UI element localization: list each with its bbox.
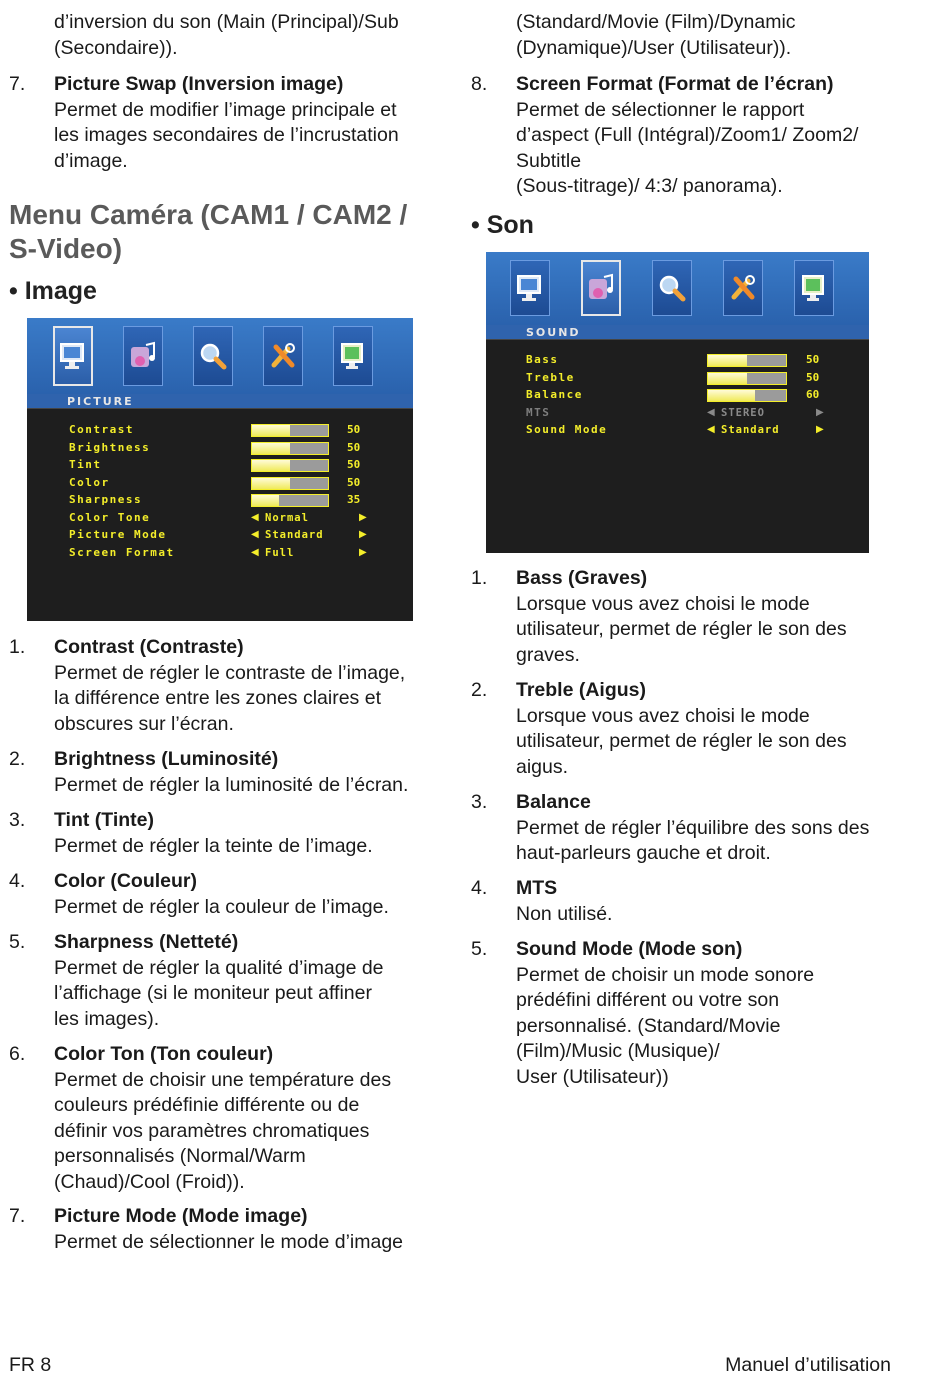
arrow-left-icon: ◀	[707, 406, 715, 418]
menu-slider	[707, 389, 787, 402]
menu-tab-music-note	[123, 326, 163, 386]
menu-slider-value: 35	[347, 493, 361, 506]
menu-setting-label: Color Tone	[69, 510, 151, 524]
list-item	[471, 937, 911, 1090]
item-number: 7.	[9, 1205, 26, 1227]
menu-slider	[251, 459, 329, 472]
menu-setting-label: Sound Mode	[526, 423, 608, 436]
menu-setting-label: Screen Format	[69, 545, 175, 559]
list-item	[9, 1204, 439, 1255]
menu-option-value: Standard	[721, 424, 780, 436]
item-number: 2.	[9, 748, 26, 770]
arrow-right-icon: ▶	[816, 406, 824, 418]
arrow-right-icon: ▶	[359, 546, 367, 558]
menu-slider	[707, 372, 787, 385]
monitor-icon	[56, 339, 90, 373]
item-title: Screen Format (Format de l’écran)	[516, 73, 834, 95]
menu-slider-value: 50	[806, 370, 820, 384]
section-heading: Menu Caméra (CAM1 / CAM2 / S-Video)	[9, 199, 408, 264]
item-description: Permet de régler le contraste de l’image, la différence entre les zones claires et obscures sur l’écran.	[54, 661, 406, 735]
menu-setting-label: Color	[69, 475, 110, 489]
arrow-right-icon: ▶	[359, 511, 367, 523]
menu-setting-label: Treble	[526, 370, 575, 384]
menu-tab-music-note	[581, 260, 621, 316]
manual-title: Manuel d’utilisation	[725, 1354, 891, 1376]
item-title: Sound Mode (Mode son)	[516, 938, 743, 960]
menu-tab-tools	[263, 326, 303, 386]
menu-setting-label: MTS	[526, 405, 551, 419]
menu-slider	[251, 477, 329, 490]
arrow-left-icon: ◀	[251, 546, 259, 558]
menu-setting-label: Tint	[69, 458, 102, 471]
item-description: Permet de régler l’équilibre des sons des haut-parleurs gauche et droit.	[516, 816, 870, 864]
item-title: Color (Couleur)	[54, 870, 197, 892]
item-description: Lorsque vous avez choisi le mode utilisateur, permet de régler le son des aigus.	[516, 704, 847, 778]
menu-section-title: PICTURE	[27, 394, 413, 408]
item-number: 6.	[9, 1043, 26, 1065]
image-subheading: • Image	[9, 277, 97, 305]
item-description: Permet de régler la qualité d’image de l’affichage (si le moniteur peut affiner les images).	[54, 956, 384, 1030]
menu-slider-value: 50	[347, 475, 361, 489]
item-number: 1.	[471, 567, 488, 589]
list-item	[471, 72, 911, 200]
menu-slider-fill	[252, 495, 279, 506]
arrow-right-icon: ▶	[359, 529, 367, 540]
item-description: Permet de sélectionner le rapport d’aspect (Full (Intégral)/Zoom1/ Zoom2/ Subtitle (Sous-titrage)/ 4:3/ panorama).	[516, 98, 859, 197]
menu-section-title: SOUND	[486, 325, 869, 339]
item-description: Permet de régler la couleur de l’image.	[54, 895, 389, 918]
son-subheading: • Son	[471, 211, 534, 239]
item-title: Color Ton (Ton couleur)	[54, 1043, 274, 1065]
menu-option-value: Standard	[265, 529, 324, 541]
menu-slider-fill	[252, 425, 290, 436]
menu-slider	[251, 442, 329, 455]
item-number: 2.	[471, 679, 488, 701]
menu-slider-value: 50	[347, 458, 361, 471]
menu-setting-label: Balance	[526, 388, 583, 401]
arrow-right-icon: ▶	[816, 424, 824, 435]
menu-option-value: Normal	[265, 511, 309, 524]
menu-setting-label: Picture Mode	[69, 528, 167, 541]
item-title: Treble (Aigus)	[516, 679, 647, 701]
menu-tab-settings-monitor	[333, 326, 373, 386]
magnifier-icon	[196, 339, 230, 373]
item-number: 3.	[9, 809, 26, 831]
picture-menu-screenshot	[27, 318, 413, 621]
item-title: Balance	[516, 791, 591, 813]
item-title: Picture Swap (Inversion image)	[54, 73, 344, 95]
magnifier-icon	[655, 271, 689, 305]
tools-icon	[726, 271, 760, 305]
menu-setting-label: Sharpness	[69, 493, 143, 506]
left-intro-text: d’inversion du son (Main (Principal)/Sub (Secondaire)).	[54, 11, 399, 59]
menu-slider-fill	[252, 478, 290, 489]
menu-slider-value: 50	[806, 353, 820, 366]
item-description: Non utilisé.	[516, 902, 613, 925]
item-title: MTS	[516, 877, 558, 899]
item-title: Bass (Graves)	[516, 567, 648, 589]
item-number: 3.	[471, 791, 488, 813]
arrow-left-icon: ◀	[251, 529, 259, 540]
menu-slider	[251, 494, 329, 507]
menu-setting-label: Bass	[526, 353, 559, 366]
list-item	[471, 678, 911, 780]
item-number: 1.	[9, 636, 26, 658]
item-description: Permet de régler la teinte de l’image.	[54, 834, 373, 857]
music-note-icon	[584, 271, 618, 305]
list-item	[471, 790, 911, 867]
item-number: 5.	[471, 938, 488, 960]
menu-slider-value: 60	[806, 388, 820, 401]
menu-slider-fill	[708, 390, 755, 401]
item-title: Sharpness (Netteté)	[54, 931, 239, 953]
list-item	[9, 869, 439, 920]
arrow-left-icon: ◀	[707, 424, 715, 435]
list-item	[471, 566, 911, 668]
item-number: 8.	[471, 73, 488, 95]
list-item	[9, 808, 439, 859]
menu-slider-value: 50	[347, 440, 361, 454]
item-title: Brightness (Luminosité)	[54, 748, 279, 770]
menu-slider-value: 50	[347, 423, 361, 436]
settings-monitor-icon	[797, 271, 831, 305]
menu-slider	[707, 354, 787, 367]
menu-divider	[27, 408, 413, 409]
menu-slider	[251, 424, 329, 437]
list-item	[9, 72, 439, 174]
menu-slider-fill	[252, 460, 290, 471]
item-description: Permet de choisir un mode sonore prédéfini différent ou votre son personnalisé. (Standard/Movie (Film)/Music (Musique)/ User (Utilisateur))	[516, 963, 815, 1088]
list-item	[9, 747, 439, 798]
menu-divider	[486, 339, 869, 340]
item-number: 4.	[471, 877, 488, 899]
list-item	[9, 930, 439, 1032]
item-description: Permet de choisir une température des couleurs prédéfinie différente ou de définir vos paramètres chromatiques personnalisés (Normal/Warm (Chaud)/Cool (Froid)).	[54, 1068, 392, 1193]
settings-monitor-icon	[336, 339, 370, 373]
menu-slider-fill	[708, 373, 747, 384]
menu-slider-fill	[708, 355, 747, 366]
list-item	[9, 635, 439, 737]
item-title: Picture Mode (Mode image)	[54, 1205, 308, 1227]
menu-tab-settings-monitor	[794, 260, 834, 316]
menu-tab-magnifier	[193, 326, 233, 386]
tools-icon	[266, 339, 300, 373]
item-number: 4.	[9, 870, 26, 892]
menu-option-value: Full	[265, 546, 295, 559]
item-title: Tint (Tinte)	[54, 809, 155, 831]
list-item	[9, 1042, 439, 1195]
item-description: Lorsque vous avez choisi le mode utilisateur, permet de régler le son des graves.	[516, 592, 847, 666]
menu-tab-magnifier	[652, 260, 692, 316]
item-description: Permet de sélectionner le mode d’image	[54, 1230, 404, 1253]
menu-setting-label: Contrast	[69, 423, 134, 436]
page-number: FR 8	[9, 1354, 52, 1376]
monitor-icon	[513, 271, 547, 305]
item-title: Contrast (Contraste)	[54, 636, 244, 658]
item-description: Permet de modifier l’image principale et les images secondaires de l’incrustation d’image.	[54, 98, 399, 172]
right-intro-text: (Standard/Movie (Film)/Dynamic (Dynamique)/User (Utilisateur)).	[516, 11, 796, 59]
item-number: 5.	[9, 931, 26, 953]
sound-menu-screenshot	[486, 252, 869, 553]
music-note-icon	[126, 339, 160, 373]
item-number: 7.	[9, 73, 26, 95]
list-item	[471, 876, 911, 927]
menu-setting-label: Brightness	[69, 440, 151, 454]
menu-option-value: STEREO	[721, 406, 765, 419]
menu-slider-fill	[252, 443, 290, 454]
arrow-left-icon: ◀	[251, 511, 259, 523]
menu-tab-tools	[723, 260, 763, 316]
menu-tab-monitor	[53, 326, 93, 386]
item-description: Permet de régler la luminosité de l’écran.	[54, 773, 409, 796]
menu-tab-monitor	[510, 260, 550, 316]
